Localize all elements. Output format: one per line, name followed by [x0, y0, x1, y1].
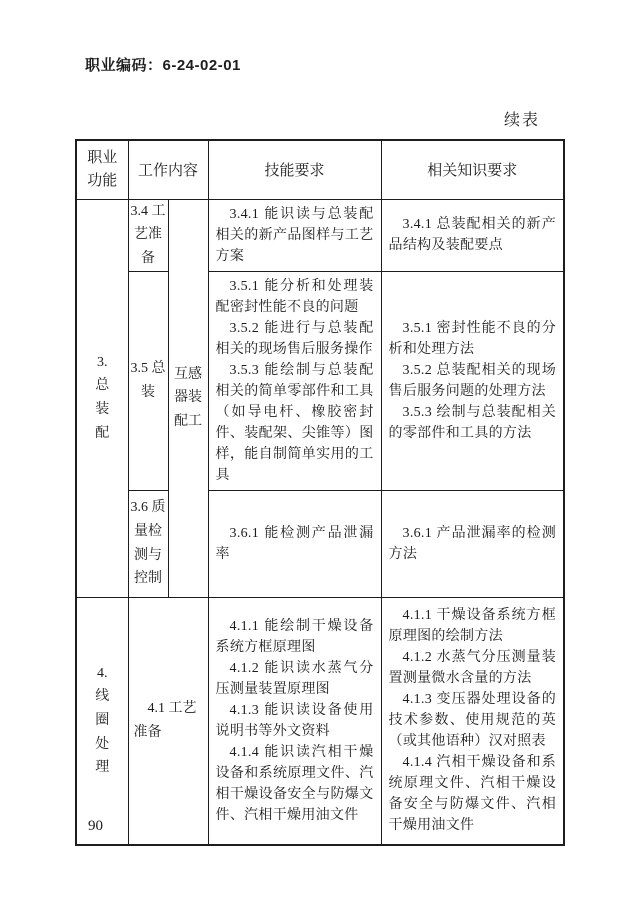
knowledge-item: 4.1.4 汽相干燥设备和系统原理文件、汽相干燥设备安全与防爆文件、汽相干燥用油文件 [388, 755, 557, 834]
skills-cell-3-5 [208, 271, 381, 490]
occupation-code-label: 职业编码：6-24-02-01 [85, 57, 241, 74]
header-occupational-function-label: 职业功能 [87, 149, 118, 189]
header-occupational-function [76, 140, 128, 199]
knowledge-item: 3.6.1 产品泄漏率的检测方法 [388, 525, 557, 562]
knowledge-item: 4.1.2 水蒸气分压测量装置测量微水含量的方法 [388, 650, 557, 687]
skill-item: 4.1.1 能绘制干燥设备系统方框原理图 [215, 618, 374, 655]
skill-item: 3.4.1 能识读与总装配相关的新产品图样与工艺方案 [215, 206, 374, 264]
table-row-4-1 [76, 597, 564, 845]
work-label-3-6: 3.6 质量检测与控制 [130, 500, 166, 587]
table-header-row [76, 140, 564, 199]
function-cell-section3 [76, 199, 128, 597]
table-row-3-6 [76, 490, 564, 597]
work-cell-3-6 [128, 490, 168, 597]
skills-cell-4-1 [208, 597, 381, 845]
work-label-3-4: 3.4 工艺准备 [130, 203, 166, 266]
knowledge-item: 3.5.3 绘制与总装配相关的零部件和工具的方法 [388, 404, 557, 441]
skill-item: 3.6.1 能检测产品泄漏率 [215, 525, 374, 562]
skill-item: 3.5.1 能分析和处理装配密封性能不良的问题 [215, 278, 374, 315]
function-cell-section4 [76, 597, 128, 845]
knowledge-cell-4-1 [381, 597, 564, 845]
work-cell-3-5 [128, 271, 168, 490]
work-cell-3-4 [128, 199, 168, 271]
header-work-content: 工作内容 [128, 140, 208, 199]
skill-item: 4.1.4 能识读汽相干燥设备和系统原理文件、汽相干燥设备安全与防爆文件、汽相干燥用油文件 [215, 744, 374, 823]
header-skill-requirements: 技能要求 [208, 140, 381, 199]
table-row-3-4 [76, 199, 564, 271]
header-knowledge-requirements: 相关知识要求 [381, 140, 564, 199]
knowledge-item: 3.4.1 总装配相关的新产品结构及装配要点 [388, 217, 557, 253]
page-number: 90 [88, 818, 103, 834]
work-label-4-1: 4.1 工艺准备 [133, 700, 197, 740]
knowledge-item: 4.1.3 变压器处理设备的技术参数、使用规范的英（或其他语种）汉对照表 [388, 692, 557, 750]
occupational-standard-table [75, 139, 565, 846]
function-label-section4: 4. 线圈处理 [95, 665, 110, 776]
skills-cell-3-6 [208, 490, 381, 597]
continued-table-label: 续表 [503, 112, 540, 129]
knowledge-cell-3-6 [381, 490, 564, 597]
worker-type-label: 互感器装配工 [174, 366, 202, 429]
skill-item: 4.1.2 能识读水蒸气分压测量装置原理图 [215, 660, 374, 697]
worker-type-cell [168, 199, 208, 597]
skill-item: 3.5.3 能绘制与总装配相关的简单零部件和工具（如导电杆、橡胶密封件、装配架、尖锥等）图样，能自制简单实用的工具 [215, 362, 374, 483]
knowledge-item: 3.5.1 密封性能不良的分析和处理方法 [388, 320, 557, 357]
knowledge-cell-3-5 [381, 271, 564, 490]
table-row-3-5 [76, 271, 564, 490]
work-label-3-5: 3.5 总装 [130, 360, 166, 400]
skill-item: 3.5.2 能进行与总装配相关的现场售后服务操作 [215, 320, 374, 357]
knowledge-cell-3-4 [381, 199, 564, 271]
knowledge-item: 3.5.2 总装配相关的现场售后服务问题的处理方法 [388, 362, 557, 399]
skills-cell-3-4 [208, 199, 381, 271]
work-cell-4-1 [128, 597, 208, 845]
function-label-section3: 3. 总装配 [95, 354, 110, 441]
skill-item: 4.1.3 能识读设备使用说明书等外文资料 [215, 702, 374, 739]
knowledge-item: 4.1.1 干燥设备系统方框原理图的绘制方法 [388, 608, 557, 645]
